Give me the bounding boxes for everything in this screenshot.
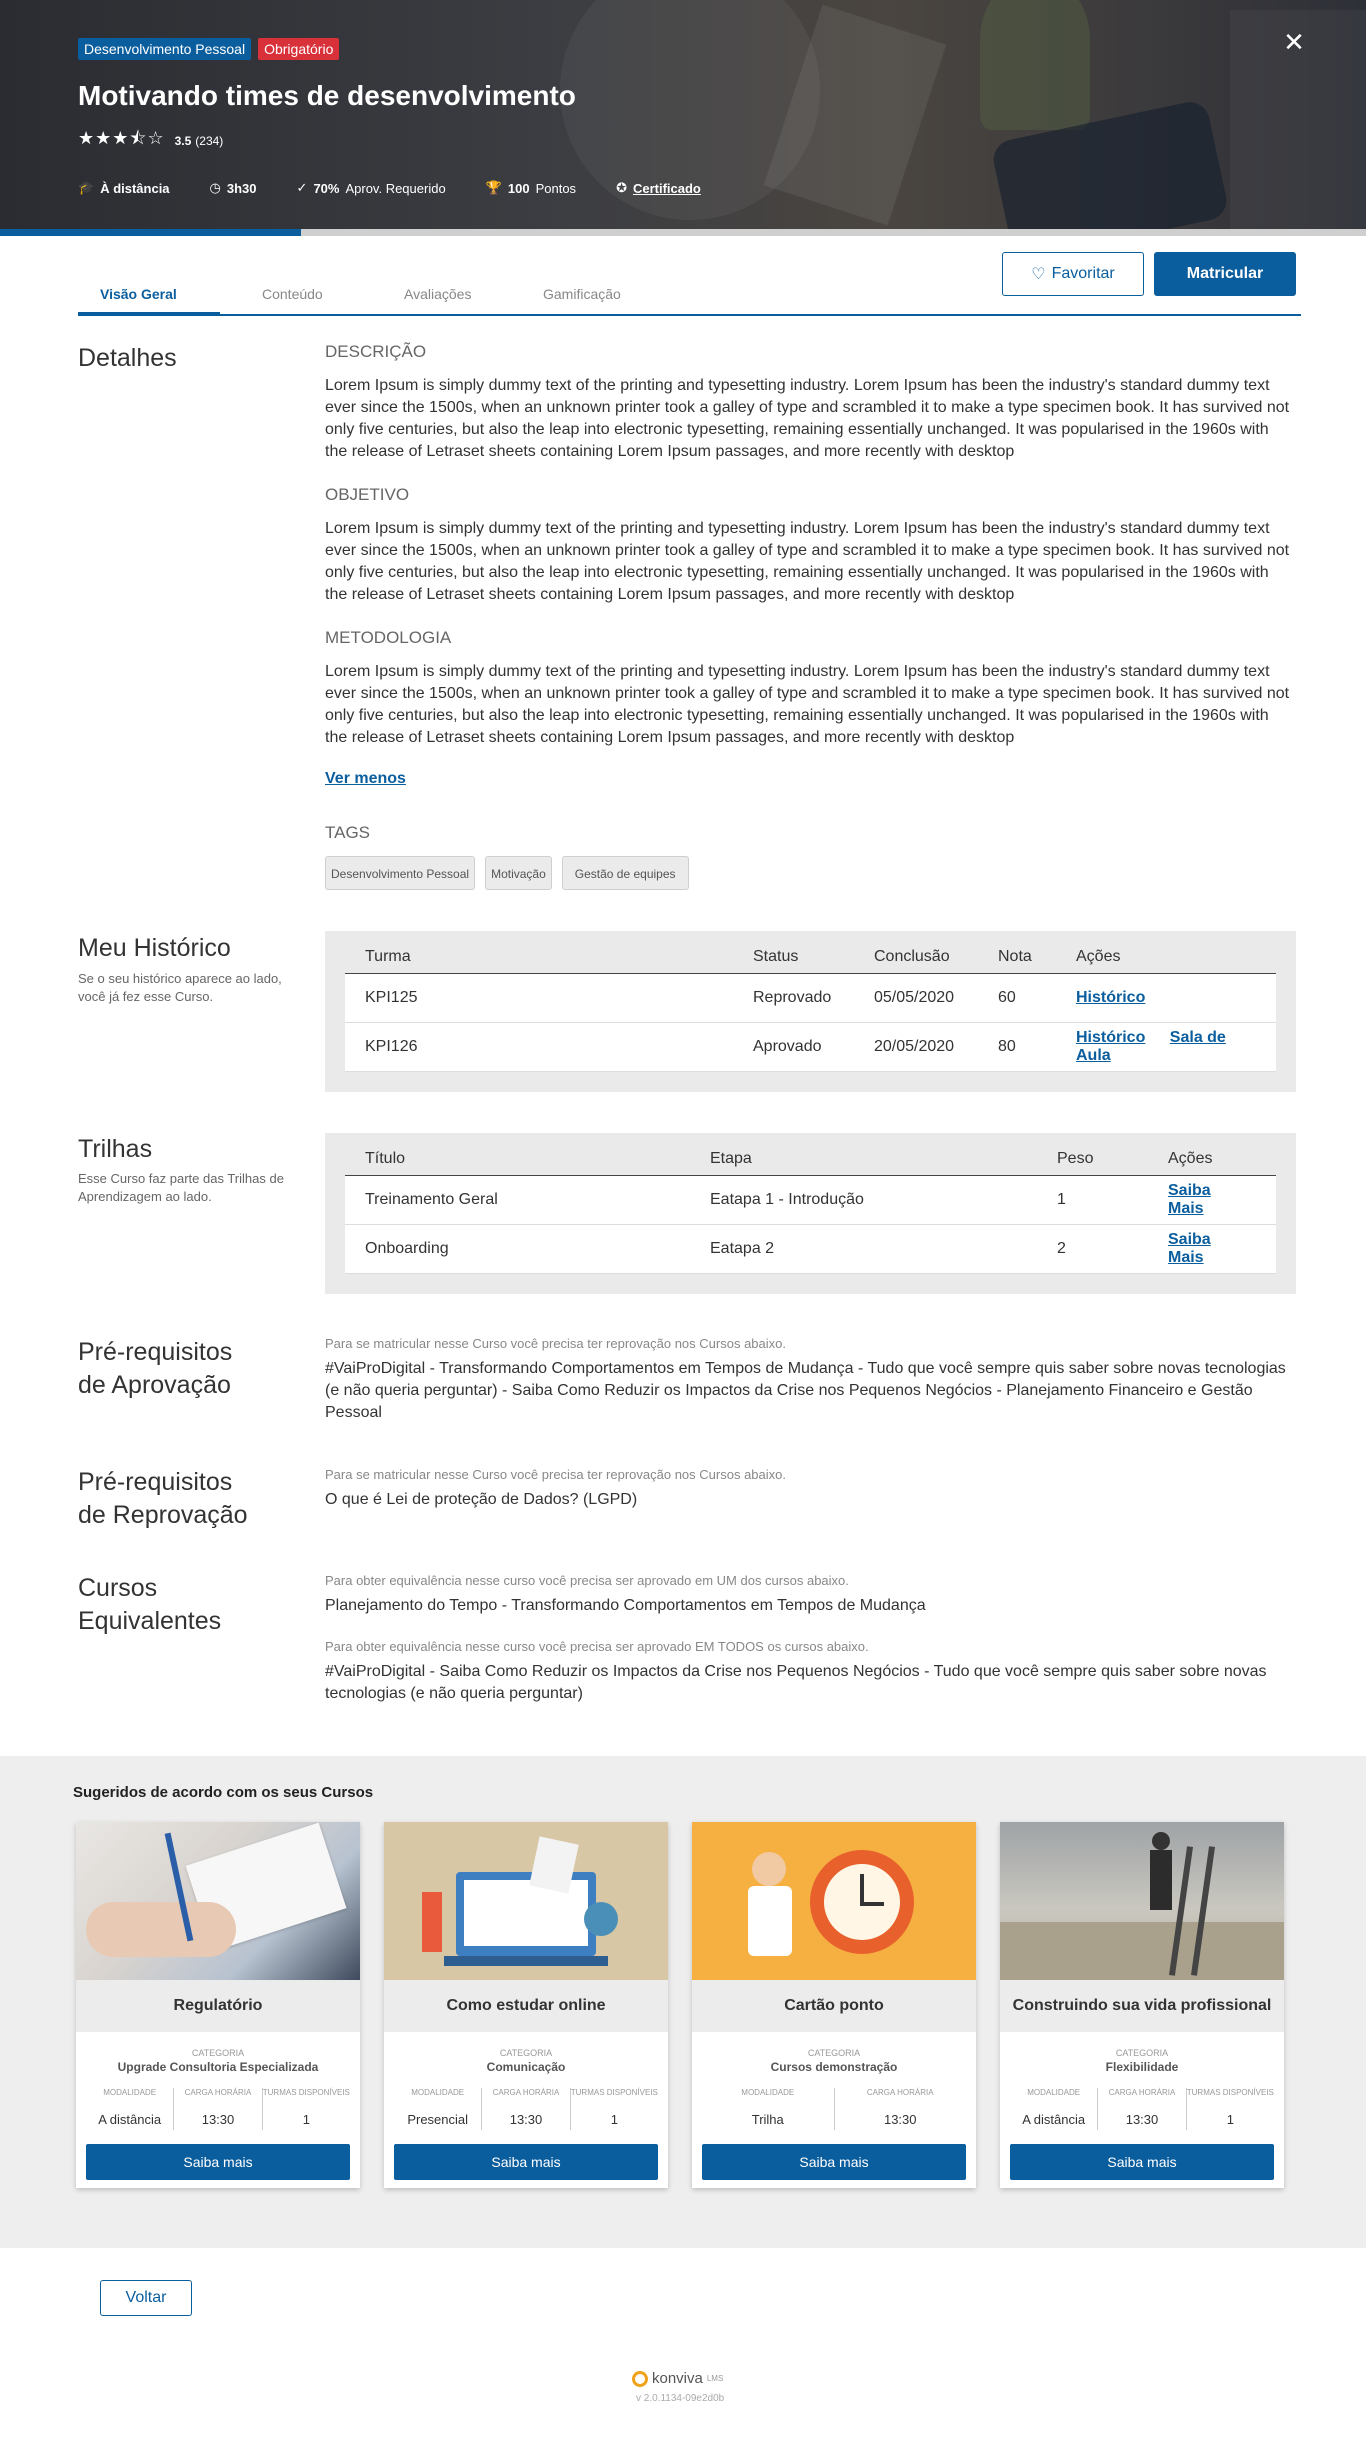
- info-label: CARGA HORÁRIA: [866, 2088, 934, 2097]
- column-header: Ações: [1056, 941, 1276, 973]
- certificate-icon: ✪: [616, 180, 627, 195]
- favorite-label: Favoritar: [1051, 265, 1115, 282]
- cell-grade: 80: [978, 1022, 1056, 1071]
- info-col: [174, 2088, 262, 2130]
- objective-text: Lorem Ipsum is simply dummy text of the printing and typesetting industry. Lorem Ipsum has been the industry's standard dummy text ever since the 1500s, when an unknown printer took a galley of type and scrambled it to make a type specimen book. It has survived not only five centuries, but also the leap into electronic typesetting, remaining essentially unchanged. It was popularised in the 1960s with the release of Letraset sheets containing Lorem Ipsum passages, and more recently with desktop: [325, 520, 1290, 603]
- column-header: Peso: [1037, 1143, 1148, 1175]
- progress-fill: [0, 229, 301, 236]
- meta-duration: [210, 180, 257, 196]
- info-label: MODALIDADE: [103, 2088, 157, 2097]
- course-card[interactable]: [692, 1822, 976, 2188]
- desk-shape: [444, 1956, 608, 1966]
- points-label: Pontos: [535, 180, 577, 196]
- certificate-link[interactable]: Certificado: [632, 180, 701, 196]
- table-header-row: [345, 941, 1276, 973]
- tab-content[interactable]: Conteúdo: [262, 286, 323, 302]
- modality-value: À distância: [100, 180, 170, 196]
- category-label: CATEGORIA: [807, 2048, 861, 2058]
- approval-label: Aprov. Requerido: [345, 180, 446, 196]
- course-title: Motivando times de desenvolvimento: [78, 80, 576, 111]
- title-line: de Aprovação: [78, 1371, 231, 1399]
- course-progress-bar: [0, 229, 1366, 236]
- cell-status: Reprovado: [733, 973, 854, 1022]
- methodology-label: METODOLOGIA: [325, 628, 452, 647]
- column-header: Conclusão: [854, 941, 978, 973]
- tab-evaluations[interactable]: Avaliações: [404, 286, 472, 302]
- cell-actions: [1148, 1224, 1276, 1273]
- meta-certificate[interactable]: [616, 180, 701, 196]
- equivalents-title: [78, 1572, 221, 1638]
- methodology-text: Lorem Ipsum is simply dummy text of the printing and typesetting industry. Lorem Ipsum has been the industry's standard dummy text ever since the 1500s, when an unknown printer took a galley of type and scrambled it to make a type specimen book. It has survived not only five centuries, but also the leap into electronic typesetting, remaining essentially unchanged. It was popularised in the 1960s with the release of Letraset sheets containing Lorem Ipsum passages, and more recently with desktop: [325, 663, 1290, 746]
- info-value: 13:30: [1125, 2112, 1159, 2127]
- course-card-info: [86, 2088, 350, 2130]
- cell-actions: [1148, 1175, 1276, 1224]
- suggested-courses-section: [0, 1756, 1366, 2248]
- course-card-title: Como estudar online: [384, 1980, 668, 2032]
- heart-icon: ♡: [1031, 266, 1046, 283]
- equivalents-courses-one: Planejamento do Tempo - Transformando Comportamentos em Tempos de Mudança: [325, 1597, 926, 1614]
- brand-name: konviva: [652, 2370, 703, 2387]
- info-col: [263, 2088, 350, 2130]
- course-card[interactable]: [384, 1822, 668, 2188]
- ground-shape: [1000, 1922, 1284, 1980]
- table-row: [345, 973, 1276, 1022]
- konviva-logo-icon: [632, 2371, 648, 2387]
- tags-label: TAGS: [325, 823, 371, 842]
- close-icon[interactable]: ✕: [1283, 27, 1305, 57]
- trails-table-panel: [325, 1133, 1296, 1294]
- learn-more-button[interactable]: Saiba mais: [702, 2144, 966, 2180]
- category-label: CATEGORIA: [191, 2048, 245, 2058]
- table-row: [345, 1175, 1276, 1224]
- prereq-reproval-title: [78, 1466, 248, 1532]
- column-header: Status: [733, 941, 854, 973]
- category-value: Upgrade Consultoria Especializada: [117, 2060, 319, 2074]
- points-value: 100: [507, 180, 530, 196]
- cell-actions: [1056, 973, 1276, 1022]
- approval-value: 70%: [313, 180, 340, 196]
- course-card-image: [384, 1822, 668, 1980]
- tag-list: [325, 856, 689, 890]
- cell-weight: 2: [1037, 1224, 1148, 1273]
- cell-stage: Eatapa 2: [690, 1224, 1037, 1273]
- history-link[interactable]: Histórico: [1076, 988, 1146, 1006]
- meta-modality: [78, 180, 170, 196]
- person-head-shape: [1152, 1832, 1170, 1850]
- check-circle-icon: ✓: [296, 180, 308, 195]
- cell-grade: 60: [978, 973, 1056, 1022]
- column-header: Turma: [345, 941, 733, 973]
- meta-approval: [297, 180, 446, 196]
- info-value: A distância: [98, 2112, 162, 2127]
- equivalents-hint-all: Para obter equivalência nesse curso você precisa ser aprovado EM TODOS os cursos abaixo.: [325, 1639, 869, 1654]
- info-value: 13:30: [883, 2112, 917, 2127]
- learn-more-link[interactable]: Saiba Mais: [1168, 1230, 1211, 1266]
- course-card-info: [1010, 2088, 1274, 2130]
- cell-status: Aprovado: [733, 1022, 854, 1071]
- course-card-image: [1000, 1822, 1284, 1980]
- active-tab-indicator: [78, 312, 220, 316]
- person-body-shape: [748, 1886, 792, 1956]
- category-label: CATEGORIA: [499, 2048, 553, 2058]
- info-label: MODALIDADE: [741, 2088, 795, 2097]
- rating-value: 3.5: [174, 134, 192, 148]
- history-link[interactable]: Histórico: [1076, 1028, 1146, 1046]
- favorite-button[interactable]: [1002, 252, 1144, 296]
- tab-gamification[interactable]: Gamificação: [543, 286, 621, 302]
- clock-icon: ◷: [209, 180, 221, 195]
- course-badges: [78, 38, 339, 60]
- tag-item[interactable]: Gestão de equipes: [562, 856, 689, 890]
- info-value: 13:30: [509, 2112, 543, 2127]
- category-badge: Desenvolvimento Pessoal: [78, 38, 251, 60]
- learn-more-button[interactable]: Saiba mais: [394, 2144, 658, 2180]
- course-card[interactable]: [1000, 1822, 1284, 2188]
- info-label: TURMAS DISPONÍVEIS: [1186, 2088, 1274, 2097]
- history-title: Meu Histórico: [78, 934, 231, 962]
- category-value: Cursos demonstração: [770, 2060, 898, 2074]
- column-header: Título: [345, 1143, 690, 1175]
- details-title: Detalhes: [78, 344, 177, 372]
- trails-subtitle: Esse Curso faz parte das Trilhas de Aprendizagem ao lado.: [78, 1171, 284, 1204]
- learn-more-button[interactable]: Saiba mais: [86, 2144, 350, 2180]
- learn-more-link[interactable]: Saiba Mais: [1168, 1181, 1211, 1217]
- info-label: TURMAS DISPONÍVEIS: [570, 2088, 658, 2097]
- rating-stars-icon: ★★★⯪☆: [78, 128, 165, 148]
- title-line: Equivalentes: [78, 1607, 222, 1635]
- title-line: Pré-requisitos: [78, 1338, 233, 1366]
- course-card[interactable]: [76, 1822, 360, 2188]
- brand-sup: LMS: [706, 2374, 724, 2383]
- cell-completion: 05/05/2020: [854, 973, 978, 1022]
- info-col: [1010, 2088, 1098, 2130]
- cell-class: KPI125: [345, 973, 733, 1022]
- trails-title: Trilhas: [78, 1135, 153, 1163]
- info-col: [394, 2088, 482, 2130]
- title-line: Cursos: [78, 1574, 158, 1602]
- konviva-logo: [632, 2370, 723, 2387]
- equivalents-courses-all: #VaiProDigital - Saiba Como Reduzir os Impactos da Crise nos Pequenos Negócios - Tudo que você sempre quis saber sobre novas tecnologias (e não queria perguntar): [325, 1663, 1267, 1702]
- cell-class: KPI126: [345, 1022, 733, 1071]
- person-body-shape: [1150, 1850, 1172, 1910]
- history-subtitle: Se o seu histórico aparece ao lado, você já fez esse Curso.: [78, 971, 282, 1004]
- cell-title: Onboarding: [345, 1224, 690, 1273]
- clock-hand-shape: [860, 1874, 864, 1904]
- tab-overview[interactable]: Visão Geral: [100, 286, 177, 302]
- course-card-info: [394, 2088, 658, 2130]
- learn-more-button[interactable]: Saiba mais: [1010, 2144, 1274, 2180]
- app-version: v 2.0.1134-09e2d0b: [636, 2393, 725, 2404]
- info-value: 13:30: [201, 2112, 235, 2127]
- course-card-info: [702, 2088, 966, 2130]
- info-label: CARGA HORÁRIA: [1108, 2088, 1176, 2097]
- course-hero: [0, 0, 1366, 229]
- info-value: A distância: [1022, 2112, 1086, 2127]
- column-header: Nota: [978, 941, 1056, 973]
- graduation-cap-icon: 🎓: [78, 180, 95, 195]
- info-value: 1: [302, 2112, 310, 2127]
- see-less-link[interactable]: Ver menos: [325, 770, 406, 787]
- history-table-panel: [325, 931, 1296, 1092]
- prereq-reproval-courses: O que é Lei de proteção de Dados? (LGPD): [325, 1491, 638, 1508]
- tag-item[interactable]: Motivação: [485, 856, 552, 890]
- course-card-title: Cartão ponto: [692, 1980, 976, 2032]
- globe-shape: [584, 1902, 618, 1936]
- course-card-image: [692, 1822, 976, 1980]
- info-col: [1187, 2088, 1274, 2130]
- cell-stage: Eatapa 1 - Introdução: [690, 1175, 1037, 1224]
- enroll-button[interactable]: Matricular: [1154, 252, 1296, 296]
- info-label: MODALIDADE: [1027, 2088, 1081, 2097]
- prereq-approval-title: [78, 1336, 232, 1402]
- column-header: Etapa: [690, 1143, 1037, 1175]
- prereq-approval-courses: #VaiProDigital - Transformando Comportamentos em Tempos de Mudança - Tudo que você sempre quis saber sobre novas tecnologias (e não queria perguntar) - Saiba Como Reduzir os Impactos da Crise nos Pequenos Negócios - Planejamento Financeiro e Gestão Pessoal: [325, 1360, 1286, 1421]
- info-col: [482, 2088, 570, 2130]
- books-shape: [422, 1892, 442, 1952]
- info-label: CARGA HORÁRIA: [492, 2088, 560, 2097]
- info-col: [835, 2088, 967, 2130]
- info-label: MODALIDADE: [411, 2088, 465, 2097]
- screen-shape: [464, 1880, 588, 1946]
- mandatory-badge: Obrigatório: [258, 38, 339, 60]
- info-col: [571, 2088, 658, 2130]
- hand-shape: [86, 1902, 236, 1957]
- table-header-row: [345, 1143, 1276, 1175]
- column-header: Ações: [1148, 1143, 1276, 1175]
- course-meta: [78, 180, 741, 196]
- title-line: Pré-requisitos: [78, 1468, 233, 1496]
- cell-weight: 1: [1037, 1175, 1148, 1224]
- rating-count: (234): [195, 134, 224, 148]
- table-row: [345, 1224, 1276, 1273]
- person-head-shape: [752, 1852, 786, 1886]
- course-card-title: Regulatório: [76, 1980, 360, 2032]
- info-col: [86, 2088, 174, 2130]
- classroom-link[interactable]: Sala de Aula: [1076, 1028, 1226, 1064]
- cell-title: Treinamento Geral: [345, 1175, 690, 1224]
- prereq-reproval-hint: Para se matricular nesse Curso você precisa ter reprovação nos Cursos abaixo.: [325, 1467, 786, 1482]
- info-value: Trilha: [751, 2112, 784, 2127]
- info-value: 1: [610, 2112, 618, 2127]
- title-line: de Reprovação: [78, 1501, 248, 1529]
- info-value: Presencial: [407, 2112, 469, 2127]
- course-card-image: [76, 1822, 360, 1980]
- info-col: [702, 2088, 835, 2130]
- cell-completion: 20/05/2020: [854, 1022, 978, 1071]
- trails-table: [345, 1143, 1276, 1274]
- cell-actions: [1056, 1022, 1276, 1071]
- duration-value: 3h30: [226, 180, 257, 196]
- info-col: [1098, 2088, 1186, 2130]
- history-table: [345, 941, 1276, 1072]
- equivalents-hint-one: Para obter equivalência nesse curso você precisa ser aprovado em UM dos cursos abaixo.: [325, 1573, 849, 1588]
- info-label: TURMAS DISPONÍVEIS: [262, 2088, 350, 2097]
- category-value: Comunicação: [486, 2060, 566, 2074]
- description-label: DESCRIÇÃO: [325, 342, 427, 361]
- info-value: 1: [1226, 2112, 1234, 2127]
- category-label: CATEGORIA: [1115, 2048, 1169, 2058]
- category-value: Flexibilidade: [1105, 2060, 1179, 2074]
- description-text: Lorem Ipsum is simply dummy text of the printing and typesetting industry. Lorem Ipsum has been the industry's standard dummy text ever since the 1500s, when an unknown printer took a galley of type and scrambled it to make a type specimen book. It has survived not only five centuries, but also the leap into electronic typesetting, remaining essentially unchanged. It was popularised in the 1960s with the release of Letraset sheets containing Lorem Ipsum passages, and more recently with desktop: [325, 377, 1290, 460]
- hero-background-plant: [980, 0, 1090, 130]
- trophy-icon: 🏆: [485, 180, 502, 195]
- meta-points: [486, 180, 576, 196]
- tag-item[interactable]: Desenvolvimento Pessoal: [325, 856, 475, 890]
- course-card-title: Construindo sua vida profissional: [1000, 1980, 1284, 2032]
- prereq-approval-hint: Para se matricular nesse Curso você precisa ter reprovação nos Cursos abaixo.: [325, 1336, 786, 1351]
- info-label: CARGA HORÁRIA: [184, 2088, 252, 2097]
- table-row: [345, 1022, 1276, 1071]
- clock-hand-shape: [860, 1902, 884, 1906]
- suggested-title: Sugeridos de acordo com os seus Cursos: [73, 1784, 374, 1801]
- back-button[interactable]: Voltar: [100, 2280, 192, 2316]
- objective-label: OBJETIVO: [325, 485, 410, 504]
- course-rating: [78, 126, 223, 156]
